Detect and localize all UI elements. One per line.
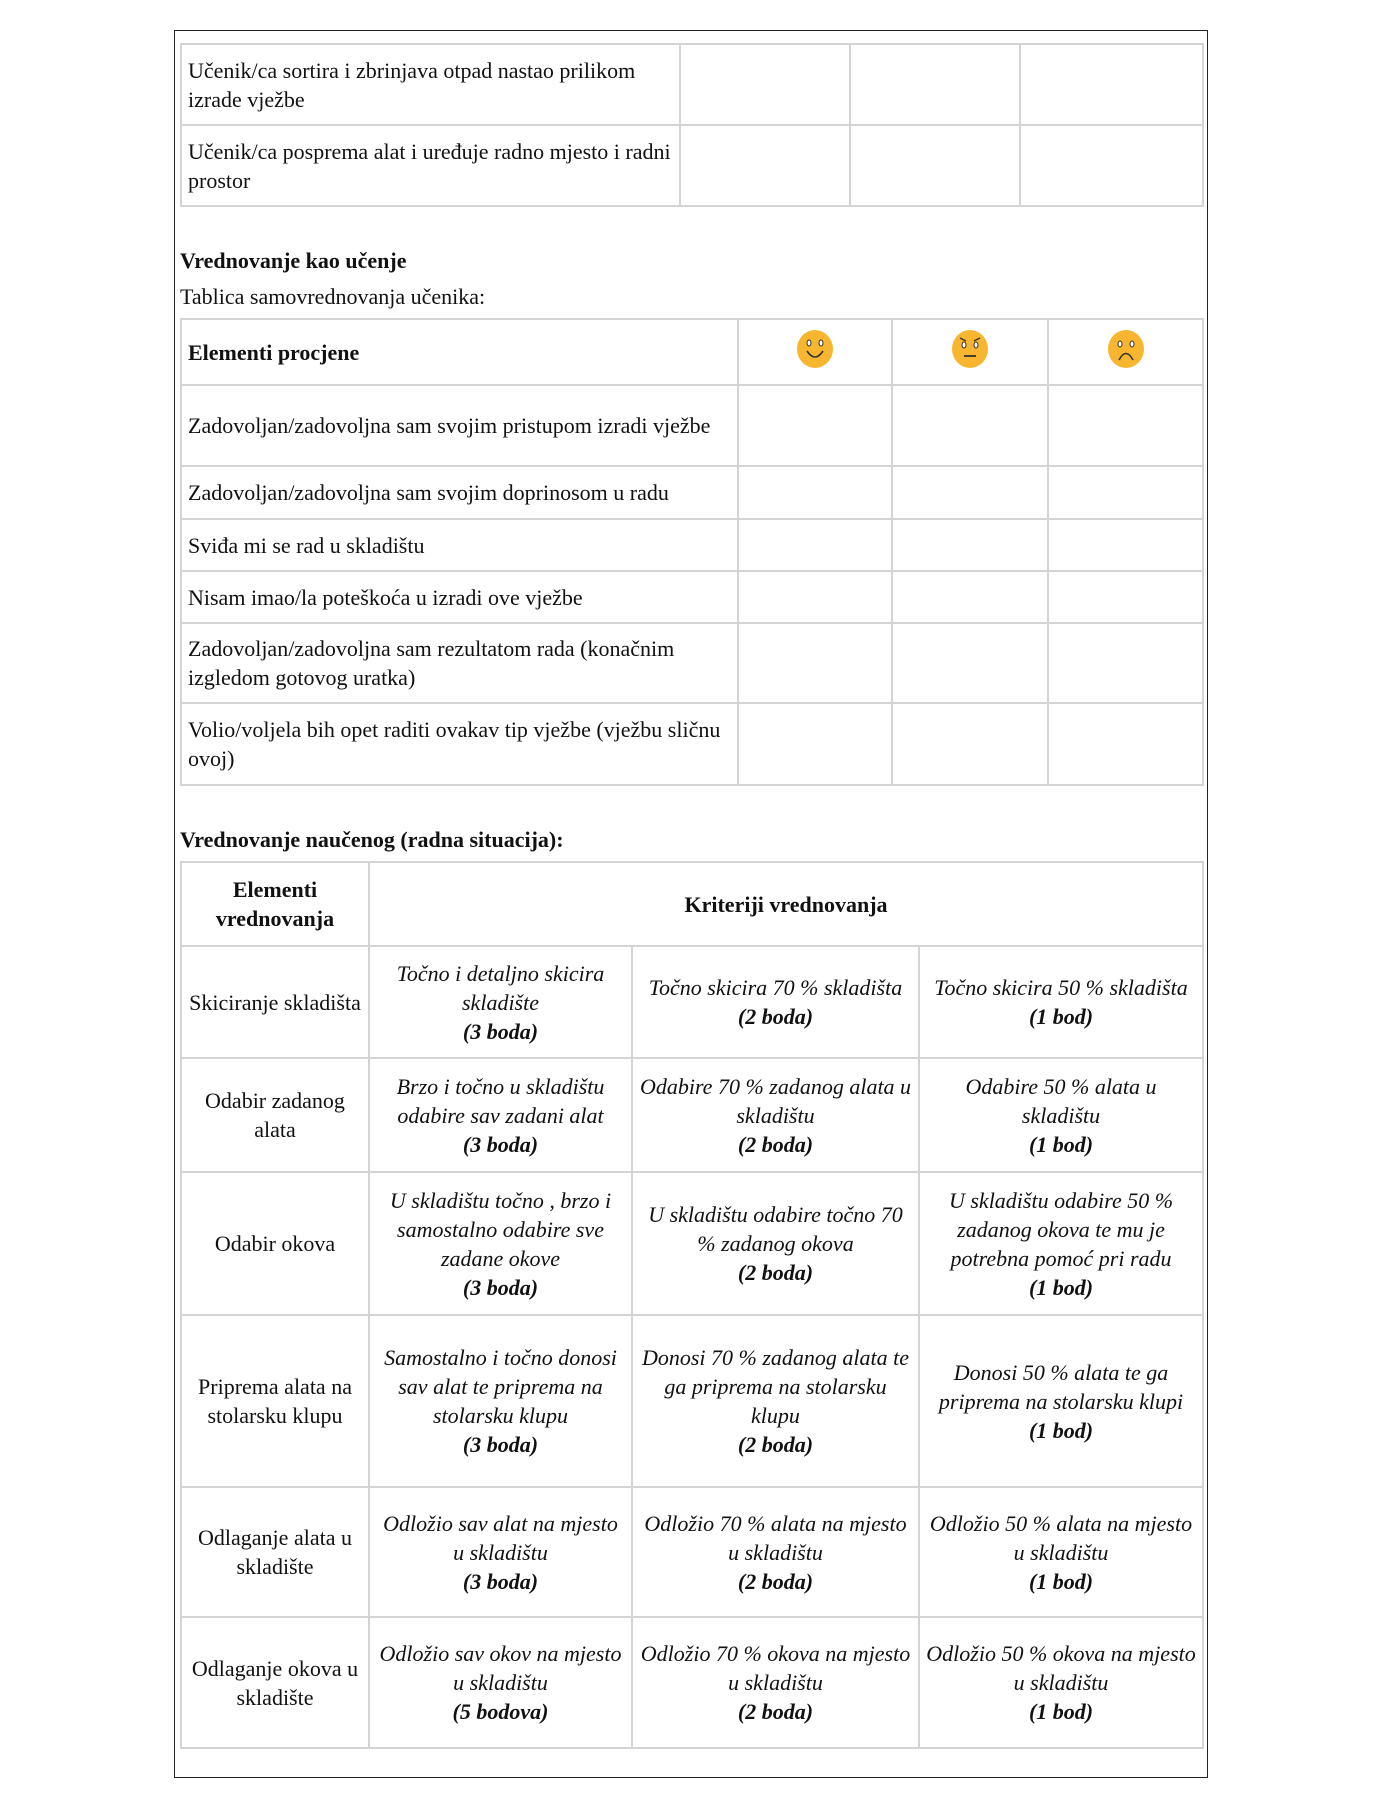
header-row	[181, 862, 1203, 946]
criterion-cell	[919, 1487, 1203, 1617]
criterion-cell	[369, 1617, 632, 1748]
criterion-cell	[919, 946, 1203, 1058]
criterion-text: Samostalno i točno donosi sav alat te priprema na stolarsku klupu	[384, 1345, 617, 1428]
table-row	[181, 946, 1203, 1058]
rating-cell[interactable]	[1048, 385, 1203, 466]
table-row	[181, 519, 1203, 571]
criterion-points: (2 boda)	[737, 1699, 814, 1724]
row-label: Učenik/ca sortira i zbrinjava otpad nastao prilikom izrade vježbe	[181, 44, 680, 125]
criterion-points: (3 boda)	[462, 1131, 539, 1157]
criterion-cell	[632, 1172, 919, 1315]
criterion-text: Brzo i točno u skladištu odabire sav zadani alat	[396, 1073, 605, 1128]
criterion-points: (3 boda)	[462, 1432, 539, 1457]
criterion-cell	[369, 1058, 632, 1172]
criterion-text: Odložio 70 % alata na mjesto u skladištu	[644, 1510, 907, 1565]
rating-cell[interactable]	[1048, 571, 1203, 623]
criterion-text: Točno skicira 70 % skladišta	[648, 975, 903, 1000]
criterion-text: Odabire 70 % zadanog alata u skladištu	[639, 1073, 912, 1128]
rating-cell[interactable]	[1048, 703, 1203, 785]
table-row	[181, 703, 1203, 785]
element-label: Odlaganje okova u skladište	[181, 1617, 369, 1748]
rating-cell[interactable]	[738, 703, 892, 785]
element-label: Odabir zadanog alata	[181, 1058, 369, 1172]
criterion-points: (2 boda)	[737, 1432, 814, 1457]
row-label: Volio/voljela bih opet raditi ovakav tip vježbe (vježbu sličnu ovoj)	[181, 703, 738, 785]
criterion-text: Donosi 70 % zadanog alata te ga priprema na stolarsku klupu	[641, 1345, 910, 1428]
rating-cell[interactable]	[1048, 466, 1203, 519]
rating-cell[interactable]	[892, 571, 1048, 623]
table-row	[181, 44, 1203, 125]
criterion-points: (3 boda)	[462, 1274, 539, 1300]
table-row	[181, 466, 1203, 519]
rating-cell[interactable]	[738, 623, 892, 703]
section-heading: Vrednovanje kao učenje	[180, 248, 407, 273]
row-label: Zadovoljan/zadovoljna sam svojim pristupom izradi vježbe	[181, 385, 738, 466]
criterion-text: Točno skicira 50 % skladišta	[934, 975, 1188, 1000]
row-label: Nisam imao/la poteškoća u izradi ove vježbe	[181, 571, 738, 623]
criterion-cell	[632, 1617, 919, 1748]
table-row	[181, 571, 1203, 623]
criterion-cell	[919, 1172, 1203, 1315]
element-label: Skiciranje skladišta	[181, 946, 369, 1058]
rating-cell[interactable]	[892, 385, 1048, 466]
rubric-table	[180, 861, 1204, 1749]
rating-cell[interactable]	[892, 519, 1048, 571]
criterion-points: (2 boda)	[737, 1568, 814, 1594]
check-cell[interactable]	[1020, 44, 1203, 125]
criterion-points: (1 bod)	[1028, 1131, 1094, 1157]
table-row	[181, 1315, 1203, 1487]
criterion-text: U skladištu odabire 50 % zadanog okova te mu je potrebna pomoć pri radu	[948, 1187, 1174, 1271]
check-cell[interactable]	[850, 125, 1020, 206]
table-row	[181, 1617, 1203, 1748]
rating-cell[interactable]	[738, 385, 892, 466]
section-heading: Vrednovanje naučenog (radna situacija):	[180, 827, 564, 852]
check-cell[interactable]	[1020, 125, 1203, 206]
col-header-elements: Elementi vrednovanja	[181, 862, 369, 946]
rating-cell[interactable]	[1048, 519, 1203, 571]
criterion-text: Odabire 50 % alata u skladištu	[965, 1073, 1157, 1128]
criterion-text: Odložio 50 % okova na mjesto u skladištu	[926, 1641, 1196, 1695]
criterion-points: (1 bod)	[1028, 1004, 1094, 1029]
criterion-points: (1 bod)	[1028, 1417, 1094, 1443]
col-header-criteria: Kriteriji vrednovanja	[369, 862, 1203, 946]
row-label: Sviđa mi se rad u skladištu	[181, 519, 738, 571]
criterion-cell	[369, 1172, 632, 1315]
check-cell[interactable]	[850, 44, 1020, 125]
criterion-points: (1 bod)	[1028, 1274, 1094, 1300]
element-label: Priprema alata na stolarsku klupu	[181, 1315, 369, 1487]
header-row	[181, 319, 1203, 385]
neutral-face-icon	[951, 329, 989, 369]
criterion-points: (5 bodova)	[452, 1699, 549, 1724]
criterion-text: Odložio 70 % okova na mjesto u skladištu	[640, 1641, 911, 1695]
rating-cell[interactable]	[892, 466, 1048, 519]
rating-cell[interactable]	[738, 466, 892, 519]
row-label: Zadovoljan/zadovoljna sam svojim doprinosom u radu	[181, 466, 738, 519]
criterion-text: Točno i detaljno skicira skladište	[396, 960, 605, 1015]
criterion-text: Donosi 50 % alata te ga priprema na stolarsku klupi	[938, 1359, 1184, 1414]
criterion-cell	[632, 1058, 919, 1172]
criterion-points: (3 boda)	[462, 1568, 539, 1594]
criterion-cell	[369, 946, 632, 1058]
table-row	[181, 1172, 1203, 1315]
row-label: Zadovoljan/zadovoljna sam rezultatom rada (konačnim izgledom gotovog uratka)	[181, 623, 738, 703]
criterion-text: Odložio sav alat na mjesto u skladištu	[383, 1510, 618, 1565]
table-row	[181, 1058, 1203, 1172]
criterion-cell	[632, 1315, 919, 1487]
criterion-points: (3 boda)	[462, 1018, 539, 1044]
checklist-table	[180, 43, 1204, 207]
table-row	[181, 1487, 1203, 1617]
check-cell[interactable]	[680, 125, 850, 206]
table-row	[181, 623, 1203, 703]
criterion-text: Odložio sav okov na mjesto u skladištu	[379, 1641, 622, 1695]
criterion-cell	[632, 946, 919, 1058]
criterion-text: Odložio 50 % alata na mjesto u skladištu	[929, 1510, 1193, 1565]
element-label: Odabir okova	[181, 1172, 369, 1315]
criterion-cell	[919, 1315, 1203, 1487]
criterion-points: (2 boda)	[737, 1004, 814, 1029]
criterion-cell	[919, 1617, 1203, 1748]
happy-face-icon	[796, 329, 834, 369]
check-cell[interactable]	[680, 44, 850, 125]
criterion-cell	[632, 1487, 919, 1617]
criterion-points: (2 boda)	[737, 1260, 814, 1285]
criterion-cell	[369, 1315, 632, 1487]
criterion-points: (1 bod)	[1028, 1699, 1094, 1724]
header-label: Elementi procjene	[181, 319, 738, 385]
criterion-points: (2 boda)	[737, 1131, 814, 1157]
rating-cell[interactable]	[738, 519, 892, 571]
table-row	[181, 385, 1203, 466]
rating-cell[interactable]	[738, 571, 892, 623]
criterion-text: U skladištu odabire točno 70 % zadanog okova	[648, 1202, 903, 1256]
criterion-cell	[919, 1058, 1203, 1172]
criterion-points: (1 bod)	[1028, 1568, 1094, 1594]
rating-cell[interactable]	[1048, 623, 1203, 703]
element-label: Odlaganje alata u skladište	[181, 1487, 369, 1617]
sad-face-icon	[1107, 329, 1145, 369]
rating-cell[interactable]	[892, 623, 1048, 703]
self-assessment-table	[180, 318, 1204, 786]
section-subtitle: Tablica samovrednovanja učenika:	[180, 284, 486, 309]
criterion-text: U skladištu točno , brzo i samostalno odabire sve zadane okove	[389, 1187, 612, 1271]
criterion-cell	[369, 1487, 632, 1617]
row-label: Učenik/ca posprema alat i uređuje radno mjesto i radni prostor	[181, 125, 680, 206]
rating-cell[interactable]	[892, 703, 1048, 785]
table-row	[181, 125, 1203, 206]
